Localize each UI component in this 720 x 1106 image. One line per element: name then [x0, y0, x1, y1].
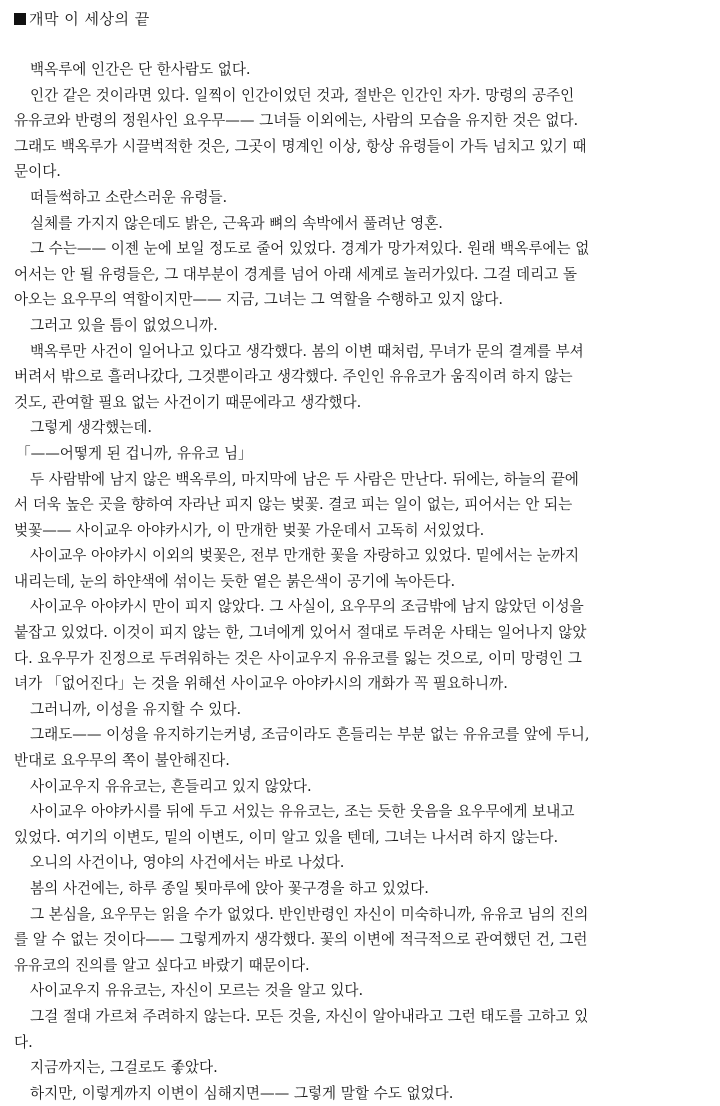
- text-line: 그래도—— 이성을 유지하기는커녕, 조금이라도 흔들리는 부분 없는 유유코를 앞에 두니,: [30, 726, 590, 744]
- text-line: 사이교우 아야카시 이외의 벚꽃은, 전부 만개한 꽃을 자랑하고 있었다. 밑에서는 눈까지: [30, 547, 580, 565]
- text-line: 다. 요우무가 진정으로 두려워하는 것은 사이교우지 유유코를 잃는 것으로, 이미 망령인 그: [14, 649, 582, 667]
- text-line: 내리는데, 눈의 하얀색에 섞이는 듯한 옅은 붉은색이 공기에 녹아든다.: [14, 572, 456, 590]
- text-line: 를 알 수 없는 것이다—— 그렇게까지 생각했다. 꽃의 이변에 적극적으로 관여했던 건, 그런: [14, 931, 588, 949]
- chapter-header: [14, 9, 150, 29]
- text-line: 사이교우지 유유코는, 자신이 모르는 것을 알고 있다.: [30, 982, 364, 1000]
- text-line: 백옥루만 사건이 일어나고 있다고 생각했다. 봄의 이변 때처럼, 무녀가 문의 결계를 부셔: [30, 342, 584, 360]
- text-line: 서 더욱 높은 곳을 향하여 자라난 피지 않는 벚꽃. 결코 피는 일이 없는, 피어서는 안 되는: [14, 496, 573, 514]
- text-line: 그 본심을, 요우무는 읽을 수가 없었다. 반인반령인 자신이 미숙하니까, 유유코 님의 진의: [30, 905, 589, 923]
- text-line: 문이다.: [14, 163, 61, 181]
- text-line: 유유코의 진의를 알고 싶다고 바랐기 때문이다.: [14, 956, 310, 974]
- text-line: 아오는 요우무의 역할이지만—— 지금, 그녀는 그 역할을 수행하고 있지 않다.: [14, 291, 504, 309]
- text-line: 지금까지는, 그걸로도 좋았다.: [30, 1059, 218, 1077]
- chapter-title: 개막 이 세상의 끝: [29, 10, 150, 28]
- text-line: 다.: [14, 1033, 33, 1051]
- text-line: 그러고 있을 틈이 없었으니까.: [30, 316, 218, 334]
- text-line: 유유코와 반령의 정원사인 요우무—— 그녀들 이외에는, 사람의 모습을 유지한 것은 없다.: [14, 112, 579, 130]
- text-line: 녀가 「없어진다」는 것을 위해선 사이교우 아야카시의 개화가 꼭 필요하니까.: [14, 675, 508, 693]
- text-line: 떠들썩하고 소란스러운 유령들.: [30, 188, 228, 206]
- text-line: 사이교우 아야카시 만이 피지 않았다. 그 사실이, 요우무의 조금밖에 남지 않았던 이성을: [30, 598, 584, 616]
- text-line: 그걸 절대 가르쳐 주려하지 않는다. 모든 것을, 자신이 알아내라고 그런 태도를 고하고 있: [30, 1007, 589, 1025]
- text-line: 벚꽃—— 사이교우 아야카시가, 이 만개한 벚꽃 가운데서 고독히 서있었다.: [14, 521, 485, 539]
- text-line: 반대로 요우무의 쪽이 불안해진다.: [14, 752, 230, 770]
- black-square-icon: [14, 13, 26, 25]
- text-line: 그래도 백옥루가 시끌벅적한 것은, 그곳이 명계인 이상, 항상 유령들이 가득 넘치고 있기 때: [14, 137, 587, 155]
- text-line: 봄의 사건에는, 하루 종일 툇마루에 앉아 꽃구경을 하고 있었다.: [30, 880, 429, 897]
- text-line: 그렇게 생각했는데.: [30, 419, 153, 437]
- body-text: [14, 57, 708, 1106]
- text-line: 하지만, 이렇게까지 이변이 심해지면—— 그렇게 말할 수도 없었다.: [30, 1084, 454, 1102]
- text-line: 사이교우지 유유코는, 흔들리고 있지 않았다.: [30, 777, 312, 795]
- text-line: 있었다. 여기의 이변도, 밑의 이변도, 이미 알고 있을 텐데, 그녀는 나서려 하지 않는다.: [14, 828, 559, 846]
- text-line: 그 수는—— 이젠 눈에 보일 정도로 줄어 있었다. 경계가 망가져있다. 원래 백옥루에는 없: [30, 240, 590, 258]
- text-line: 실체를 가지지 않은데도 밝은, 근육과 뼈의 속박에서 풀려난 영혼.: [30, 214, 443, 232]
- text-line: 그러니까, 이성을 유지할 수 있다.: [30, 700, 242, 718]
- text-line: 붙잡고 있었다. 이것이 피지 않는 한, 그녀에게 있어서 절대로 두려운 사태는 일어나지 않았: [14, 624, 587, 642]
- text-line: 백옥루에 인간은 단 한사람도 없다.: [30, 61, 251, 78]
- text-line: 인간 같은 것이라면 있다. 일찍이 인간이었던 것과, 절반은 인간인 자가. 망령의 공주인: [30, 86, 575, 104]
- text-line: 버려서 밖으로 흘러나갔다, 그것뿐이라고 생각했다. 주인인 유유코가 움직이려 하지 않는: [14, 368, 573, 386]
- text-line: 두 사람밖에 남지 않은 백옥루의, 마지막에 남은 두 사람은 만난다. 뒤에는, 하늘의 끝에: [30, 470, 579, 488]
- text-line: 오니의 사건이나, 영야의 사건에서는 바로 나섰다.: [30, 854, 345, 872]
- text-line: 것도, 관여할 필요 없는 사건이기 때문에라고 생각했다.: [14, 393, 362, 411]
- text-line: 「——어떻게 된 겁니까, 유유코 님」: [16, 444, 253, 462]
- text-line: 사이교우 아야카시를 뒤에 두고 서있는 유유코는, 조는 듯한 웃음을 요우무에게 보내고: [30, 803, 575, 821]
- text-line: 어서는 안 될 유령들은, 그 대부분이 경계를 넘어 아래 세계로 놀러가있다. 그걸 데리고 돌: [14, 265, 578, 283]
